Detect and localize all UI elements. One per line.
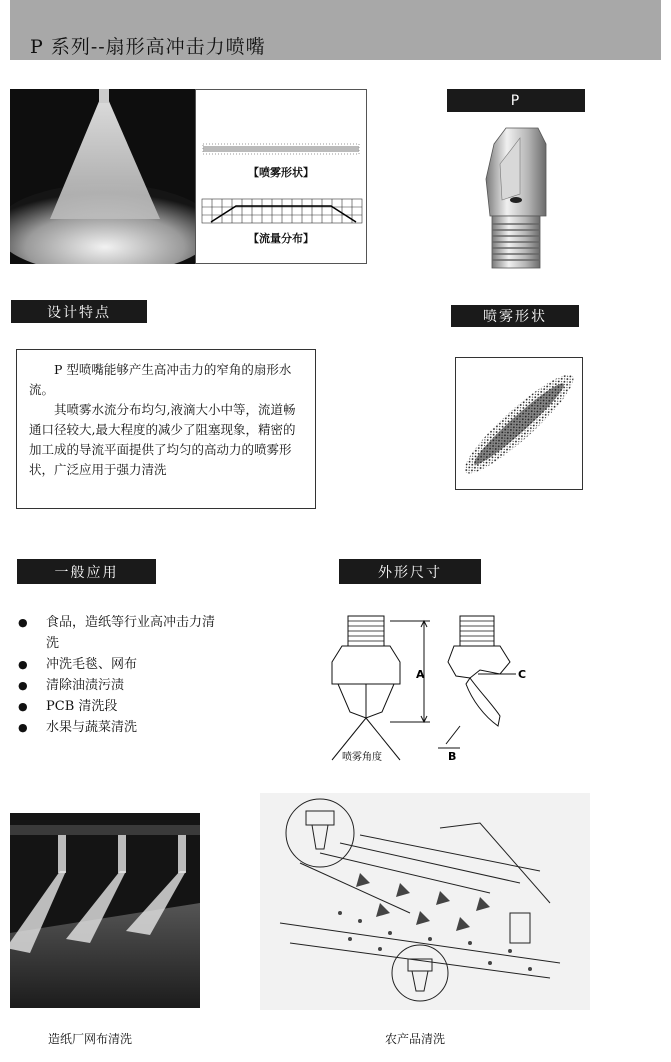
list-item: ● 清除油渍污渍 <box>18 675 218 696</box>
dimension-c-label: C <box>518 668 527 681</box>
spray-flow-panel <box>195 89 367 264</box>
spray-pattern-graphic <box>201 140 361 158</box>
agriculture-caption: 农产品清洗 <box>385 1032 446 1046</box>
list-item: ● 水果与蔬菜清洗 <box>18 717 218 738</box>
spray-angle-label: 喷雾角度 <box>342 752 382 763</box>
page-title: P 系列--扇形高冲击力喷嘴 <box>30 36 266 58</box>
spray-shape-caption: 【喷雾形状】 <box>248 166 314 179</box>
design-description <box>16 349 316 509</box>
spray-shape-scatter <box>455 357 583 490</box>
list-item: ● 冲洗毛毯、网布 <box>18 654 218 675</box>
spray-scatter-graphic <box>456 358 582 489</box>
agriculture-graphic <box>260 793 590 1010</box>
applications-list <box>18 612 218 738</box>
spray-shape-label: 喷雾形状 <box>451 305 579 327</box>
paper-mill-photo <box>10 813 200 1008</box>
design-paragraph-2: 其喷雾水流分布均匀,液滴大小中等，流道畅通口径较大,最大程度的减少了阻塞现象，精密的加工成的导流平面提供了均匀的高动力的喷雾形状，广泛应用于强力清洗 <box>29 402 296 477</box>
paper-mill-caption: 造纸厂网布清洗 <box>48 1032 133 1046</box>
design-label: 设计特点 <box>11 300 147 323</box>
applications-label: 一般应用 <box>17 559 156 584</box>
list-item: ● 食品，造纸等行业高冲击力清洗 <box>18 612 218 654</box>
dimension-a-label: A <box>416 668 425 681</box>
flow-distribution-graphic <box>201 198 363 224</box>
dimensions-label: 外形尺寸 <box>339 559 481 584</box>
nozzle-image <box>476 124 556 272</box>
spray-photo-graphic <box>10 89 196 264</box>
dimension-drawing <box>320 612 540 767</box>
spray-photo <box>10 89 196 264</box>
list-item: ● PCB 清洗段 <box>18 696 218 717</box>
dimension-b-label: B <box>448 750 457 763</box>
flow-distribution-caption: 【流量分布】 <box>248 232 314 245</box>
model-label: P <box>447 89 585 112</box>
paper-mill-graphic <box>10 813 200 1008</box>
agriculture-illustration <box>260 793 590 1010</box>
design-paragraph-1: P 型喷嘴能够产生高冲击力的窄角的扇形水流。 <box>29 362 292 397</box>
